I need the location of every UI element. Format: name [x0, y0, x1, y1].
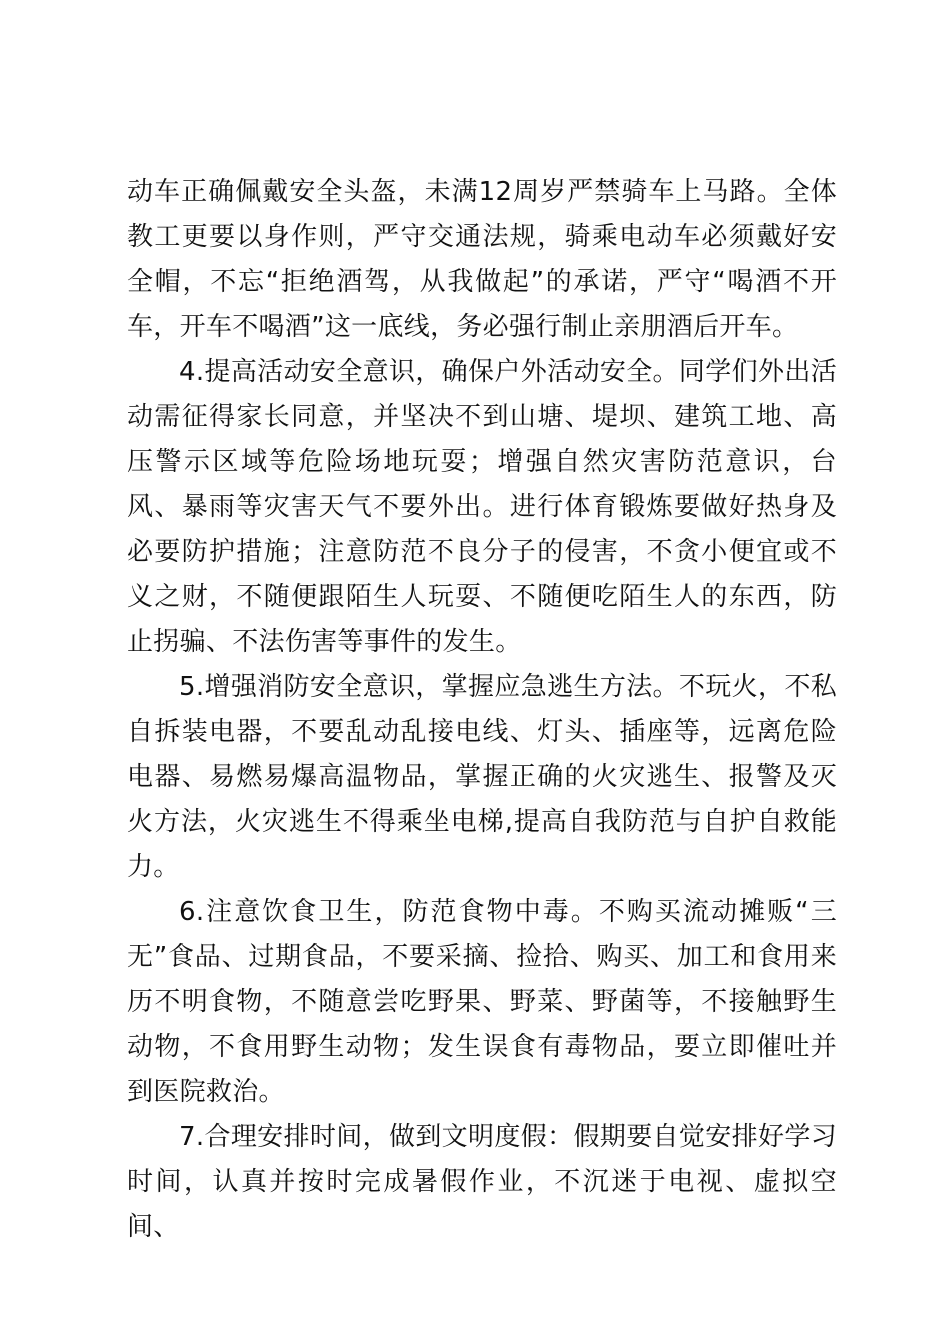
paragraph-item-7: 7.合理安排时间，做到文明度假：假期要自觉安排好学习时间，认真并按时完成暑假作业，不沉迷于电视、虚拟空间、 [127, 1122, 837, 1242]
paragraph-continued: 动车正确佩戴安全头盔，未满12周岁严禁骑车上马路。全体教工更要以身作则，严守交通法规，骑乘电动车必须戴好安全帽，不忘“拒绝酒驾，从我做起”的承诺，严守“喝酒不开车，开车不喝酒”这一底线，务必强行制止亲朋酒后开车。 [127, 177, 837, 342]
paragraph-item-6: 6.注意饮食卫生，防范食物中毒。不购买流动摊贩“三无”食品、过期食品，不要采摘、捡拾、购买、加工和食用来历不明食物，不随意尝吃野果、野菜、野菌等，不接触野生动物，不食用野生动物；发生误食有毒物品，要立即催吐并到医院救治。 [127, 897, 837, 1107]
document-body [127, 170, 837, 1250]
paragraph-item-5: 5.增强消防安全意识，掌握应急逃生方法。不玩火，不私自拆装电器，不要乱动乱接电线、灯头、插座等，远离危险电器、易燃易爆高温物品，掌握正确的火灾逃生、报警及灭火方法，火灾逃生不得乘坐电梯,提高自我防范与自护自救能力。 [127, 672, 837, 882]
paragraph-item-4: 4.提高活动安全意识，确保户外活动安全。同学们外出活动需征得家长同意，并坚决不到山塘、堤坝、建筑工地、高压警示区域等危险场地玩耍；增强自然灾害防范意识，台风、暴雨等灾害天气不要外出。进行体育锻炼要做好热身及必要防护措施；注意防范不良分子的侵害，不贪小便宜或不义之财，不随便跟陌生人玩耍、不随便吃陌生人的东西，防止拐骗、不法伤害等事件的发生。 [127, 357, 837, 657]
